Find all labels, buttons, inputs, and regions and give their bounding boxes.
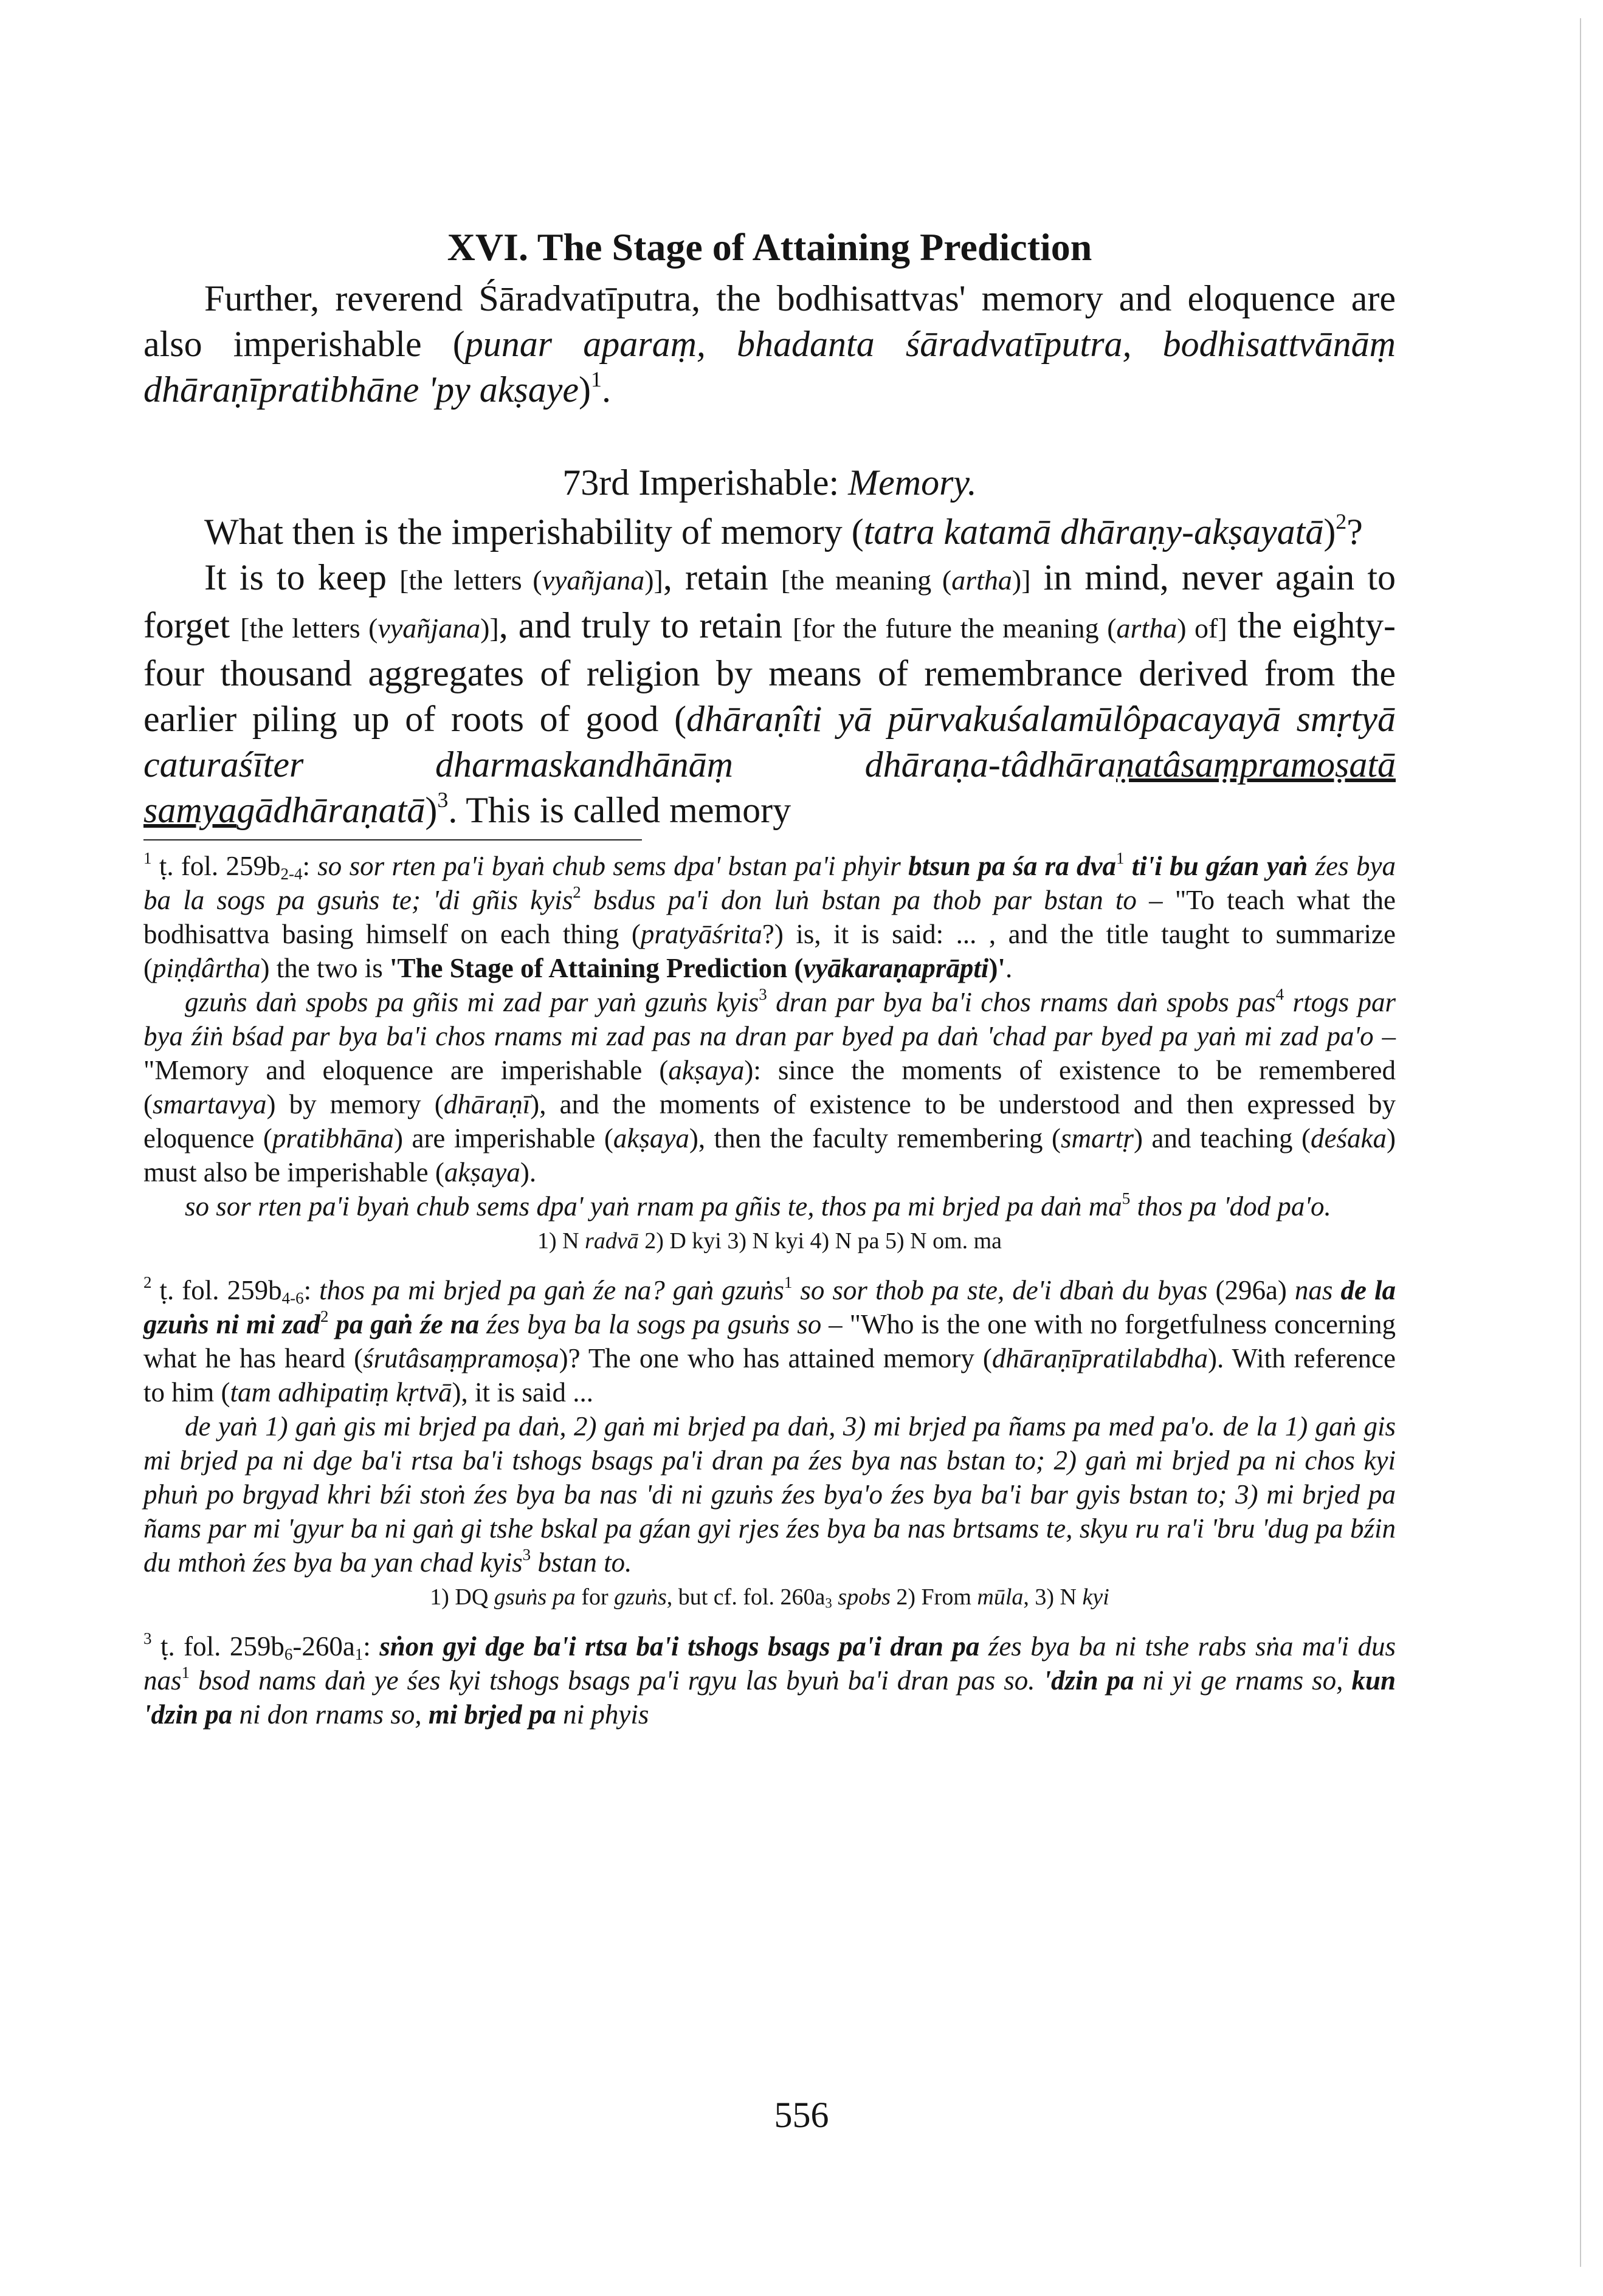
footnote-1: [143, 849, 1396, 985]
insertion-text: ) of]: [1177, 612, 1227, 644]
translation-text: ).: [520, 1157, 537, 1188]
question-lead: What then is the imperishability of memory (: [204, 511, 864, 552]
variant-text: 1) N: [537, 1228, 585, 1254]
tibetan-text: thos pa mi brjed pa gaṅ źe na? gaṅ gzuṅs: [319, 1274, 784, 1305]
tibetan-text: so sor thob pa ste, de'i dbaṅ du byas: [792, 1274, 1216, 1305]
translation-text: ?) is, it is said: ... , and the title taught to summarize (: [143, 918, 1396, 983]
sanskrit-term: smartavya: [153, 1088, 267, 1119]
section-title: Memory.: [848, 462, 977, 503]
translation-text: .: [1005, 952, 1013, 983]
answer-close: ): [425, 789, 438, 830]
tibetan-text: bsod nams daṅ ye śes kyi tshogs bsags pa'i rgyu las byuṅ ba'i dran pas so.: [190, 1665, 1044, 1696]
variant-italic: spobs: [838, 1584, 891, 1610]
answer-text: the eighty-four thousand aggregates of religion by means of remembrance derived from the earlier piling up of roots of good (: [143, 605, 1396, 739]
translation-text: – "Who is the one with no forgetfulness concerning what he has heard (: [143, 1308, 1396, 1373]
variant-italic: radvā: [585, 1228, 639, 1254]
tibetan-bold: kun 'dzin pa: [143, 1665, 1396, 1730]
tibetan-bold: mi brjed pa: [428, 1699, 556, 1730]
question-sanskrit: tatra katamā dhāraṇy-akṣayatā: [863, 511, 1324, 552]
footnote-colon: :: [363, 1631, 380, 1662]
tibetan-bold: btsun pa śa ra dva: [908, 850, 1116, 881]
footnote-1-para-3: [143, 1189, 1396, 1223]
insertion-text: )]: [1012, 564, 1031, 596]
footnote-number: 3: [143, 1629, 152, 1648]
tibetan-bold: pa gaṅ źe na: [328, 1308, 480, 1339]
translation-text: ) the two is: [260, 952, 390, 983]
answer-text: It is to keep: [204, 557, 400, 597]
answer-text: , retain: [663, 557, 781, 597]
editor-insertion: [793, 613, 1227, 644]
variant-text: , but cf. fol. 260a: [666, 1584, 826, 1610]
translation-text: )? The one who has attained memory (: [559, 1342, 992, 1373]
answer-text: , and truly to retain: [498, 605, 793, 645]
tibetan-bold: ti'i bu gźan yaṅ: [1124, 850, 1308, 881]
variant-readings-1: [143, 1225, 1396, 1257]
answer-sanskrit: gādhāraṇatā: [236, 789, 426, 830]
question-close: ): [1323, 511, 1336, 552]
folio-reference: (296a): [1215, 1274, 1287, 1305]
page-edge-line: [1580, 18, 1581, 2267]
variant-text: 2) D kyi 3) N kyi 4) N pa 5) N om. ma: [638, 1228, 1002, 1254]
variant-readings-2: [143, 1581, 1396, 1614]
answer-end: . This is called memory: [448, 789, 791, 830]
footnote-locus: ṭ. fol. 259b: [151, 1631, 284, 1662]
sanskrit-term-bold: vyākaraṇaprāpti: [803, 952, 989, 983]
variant-ref: 2: [320, 1307, 329, 1325]
tibetan-text: ni phyis: [556, 1699, 649, 1730]
footnote-locus: -260a: [292, 1631, 355, 1662]
variant-italic: kyi: [1082, 1584, 1109, 1610]
sanskrit-term: tam adhipatiṃ kṛtvā: [230, 1377, 452, 1408]
sanskrit-term: dhāraṇī: [443, 1088, 531, 1119]
variant-ref: 1: [784, 1273, 793, 1291]
insertion-text: [the meaning (: [781, 564, 952, 596]
tibetan-bold: sṅon gyi dge ba'i rtsa ba'i tshogs bsags pa'i dran pa: [379, 1631, 980, 1662]
translation-bold: )': [988, 952, 1005, 983]
footnote-ref-3[interactable]: 3: [437, 787, 449, 812]
tibetan-text: de yaṅ 1) gaṅ gis mi brjed pa daṅ, 2) gaṅ mi brjed pa daṅ, 3) mi brjed pa ñams pa med pa'o. de la 1) gaṅ gis mi brjed pa ni dge ba'i rtsa ba'i tshogs bsags pa'i dran pa źes bya nas bstan to; 2) gaṅ mi brjed pa ni chos kyi phuṅ po brgyad khri bźi stoṅ źes bya ba nas 'di ni gzuṅs źes bya'o źes bya ba'i bar gyis bstan to; 3) mi brjed pa ñams par mi 'gyur ba ni gaṅ gi tshe bskal pa gźan gyi rjes źes bya ba nas brtsams te, skyu ru ra'i 'bru 'dug pa bźin du mthoṅ źes bya ba yan chad kyis: [143, 1411, 1396, 1578]
translation-text: ), then the faculty remembering (: [689, 1122, 1061, 1153]
tibetan-bold: 'dzin pa: [1043, 1665, 1134, 1696]
insertion-text: [for the future the meaning (: [793, 612, 1117, 644]
variant-text: 1) DQ: [430, 1584, 494, 1610]
tibetan-text: dran par bya ba'i chos rnams daṅ spobs pas: [767, 986, 1276, 1017]
tibetan-bold: de la gzuṅs ni mi zad: [143, 1274, 1396, 1339]
document-page: [143, 225, 1396, 1731]
tibetan-text: gzuṅs daṅ spobs pa gñis mi zad par yaṅ gzuṅs kyis: [185, 986, 759, 1017]
translation-text: ): since the moments of existence to be remembered (: [143, 1054, 1396, 1119]
section-prefix: 73rd Imperishable:: [562, 462, 849, 503]
translation-text: ) by memory (: [266, 1088, 444, 1119]
variant-text: 2) From: [890, 1584, 977, 1610]
editor-insertion: [240, 613, 499, 644]
translation-text: – "Memory and eloquence are imperishable (: [143, 1020, 1396, 1085]
tibetan-text: źes bya ba la sogs pa gsuṅs te; 'di gñis kyis: [143, 850, 1396, 915]
tibetan-text: thos pa 'dod pa'o.: [1130, 1191, 1331, 1222]
translation-text: – "To teach what the bodhisattva basing himself on each thing (: [143, 884, 1396, 949]
locus-subscript: 4-6: [281, 1288, 304, 1307]
intro-sanskrit: punar aparaṃ, bhadanta śāradvatīputra, bodhisattvānāṃ dhāraṇīpratibhāne 'py akṣaye: [143, 323, 1396, 410]
editor-insertion: [399, 565, 663, 596]
answer-sanskrit-underlined: ṇatâsaṃpramoṣatā samya: [143, 744, 1396, 830]
translation-bold: 'The Stage of Attaining Prediction (: [390, 952, 804, 983]
footnote-locus: ṭ. fol. 259b: [151, 850, 281, 881]
footnote-locus: ṭ. fol. 259b: [151, 1274, 282, 1305]
variant-ref: 3: [759, 985, 767, 1003]
translation-text: ), it is said ...: [452, 1377, 593, 1408]
sanskrit-term: akṣaya: [444, 1157, 520, 1188]
footnote-ref-1[interactable]: 1: [591, 366, 602, 391]
tibetan-text: rtogs par bya źiṅ bśad par bya ba'i chos rnams mi zad pas na dran par byed pa daṅ 'chad par byed pa yaṅ mi zad pa'o: [143, 986, 1396, 1051]
variant-text: , 3) N: [1023, 1584, 1083, 1610]
tibetan-text: bsdus pa'i don luṅ bstan pa thob par bstan to: [581, 884, 1137, 915]
footnote-colon: :: [302, 850, 318, 881]
tibetan-text: so sor rten pa'i byaṅ chub sems dpa' bstan pa'i phyir: [317, 850, 909, 881]
variant-ref: 4: [1275, 985, 1284, 1003]
variant-text: for: [575, 1584, 615, 1610]
chapter-title: XVI. The Stage of Attaining Prediction: [447, 225, 1092, 269]
variant-ref: 2: [573, 882, 581, 901]
insertion-text: )]: [480, 612, 499, 644]
variant-text: [832, 1584, 838, 1610]
insertion-text: )]: [644, 564, 663, 596]
footnote-2-para-2: [143, 1409, 1396, 1579]
sanskrit-term: śrutâsaṃpramoṣa: [363, 1342, 559, 1373]
tibetan-text: nas: [1286, 1274, 1341, 1305]
variant-ref: 5: [1122, 1189, 1131, 1208]
intro-lead: Further, reverend Śāradvatīputra, the bodhisattvas' memory and eloquence are also imperishable (: [143, 278, 1396, 364]
variant-ref: 1: [1115, 848, 1125, 867]
insertion-sanskrit: vyañjana: [542, 564, 645, 596]
footnote-2: [143, 1273, 1396, 1409]
footnote-3: [143, 1629, 1396, 1731]
intro-paragraph: [143, 276, 1396, 413]
sanskrit-term: akṣaya: [668, 1054, 745, 1085]
footnote-divider: [143, 839, 642, 840]
sanskrit-term: pratibhāna: [272, 1122, 394, 1153]
footnote-number: 1: [143, 848, 152, 867]
tibetan-text: ni don rnams so,: [232, 1699, 429, 1730]
answer-text: in mind, never again to forget: [143, 557, 1396, 645]
insertion-sanskrit: vyañjana: [377, 612, 481, 644]
footnote-colon: :: [303, 1274, 320, 1305]
tibetan-text: bstan to.: [531, 1547, 632, 1578]
translation-text: ). With reference to him (: [143, 1342, 1396, 1408]
locus-subscript: 2-4: [280, 864, 303, 883]
footnote-number: 2: [143, 1273, 152, 1291]
variant-italic: gzuṅs: [614, 1584, 667, 1610]
translation-text: ) must also be imperishable (: [143, 1122, 1396, 1188]
variant-italic: gsuṅs pa: [494, 1584, 576, 1610]
locus-subscript: 3: [825, 1595, 832, 1611]
footnote-1-para-2: [143, 985, 1396, 1189]
insertion-sanskrit: artha: [1116, 612, 1177, 644]
page-number: 556: [774, 2095, 829, 2135]
locus-subscript: 6: [284, 1645, 293, 1663]
tibetan-text: źes bya ba ni tshe rabs sṅa ma'i dus nas: [143, 1631, 1396, 1696]
locus-subscript: 1: [354, 1645, 364, 1663]
intro-end: .: [602, 369, 612, 410]
insertion-text: [the letters (: [240, 612, 378, 644]
variant-ref: 3: [522, 1545, 531, 1564]
question-paragraph: [143, 509, 1396, 555]
answer-sanskrit: dhāraṇîti yā pūrvakuśalamūlôpacayayā smṛtyā caturaśīter dharmaskandhānāṃ dhāraṇa-tâdhāra: [143, 698, 1396, 785]
question-end: ?: [1346, 511, 1363, 552]
translation-text: ) and teaching (: [1134, 1122, 1311, 1153]
tibetan-text: ni yi ge rnams so,: [1134, 1665, 1352, 1696]
insertion-text: [the letters (: [399, 564, 542, 596]
sanskrit-term: pratyāśrita: [640, 918, 762, 949]
sanskrit-term: smartṛ: [1061, 1122, 1134, 1153]
editor-insertion: [781, 565, 1031, 596]
translation-text: ) are imperishable (: [393, 1122, 613, 1153]
sanskrit-term: dhāraṇīpratilabdha: [991, 1342, 1208, 1373]
sanskrit-term: piṇḍârtha: [153, 952, 261, 983]
sanskrit-term: deśaka: [1311, 1122, 1387, 1153]
insertion-sanskrit: artha: [951, 564, 1012, 596]
footnote-ref-2[interactable]: 2: [1336, 509, 1347, 534]
variant-italic: mūla: [977, 1584, 1024, 1610]
translation-text: ), and the moments of existence to be understood and then expressed by eloquence (: [143, 1088, 1396, 1153]
tibetan-text: źes bya ba la sogs pa gsuṅs so: [479, 1308, 822, 1339]
section-heading: [143, 460, 1396, 506]
answer-paragraph: [143, 555, 1396, 833]
tibetan-text: so sor rten pa'i byaṅ chub sems dpa' yaṅ rnam pa gñis te, thos pa mi brjed pa daṅ ma: [185, 1191, 1122, 1222]
intro-close: ): [579, 369, 591, 410]
variant-ref: 1: [181, 1663, 190, 1682]
sanskrit-term: akṣaya: [613, 1122, 689, 1153]
